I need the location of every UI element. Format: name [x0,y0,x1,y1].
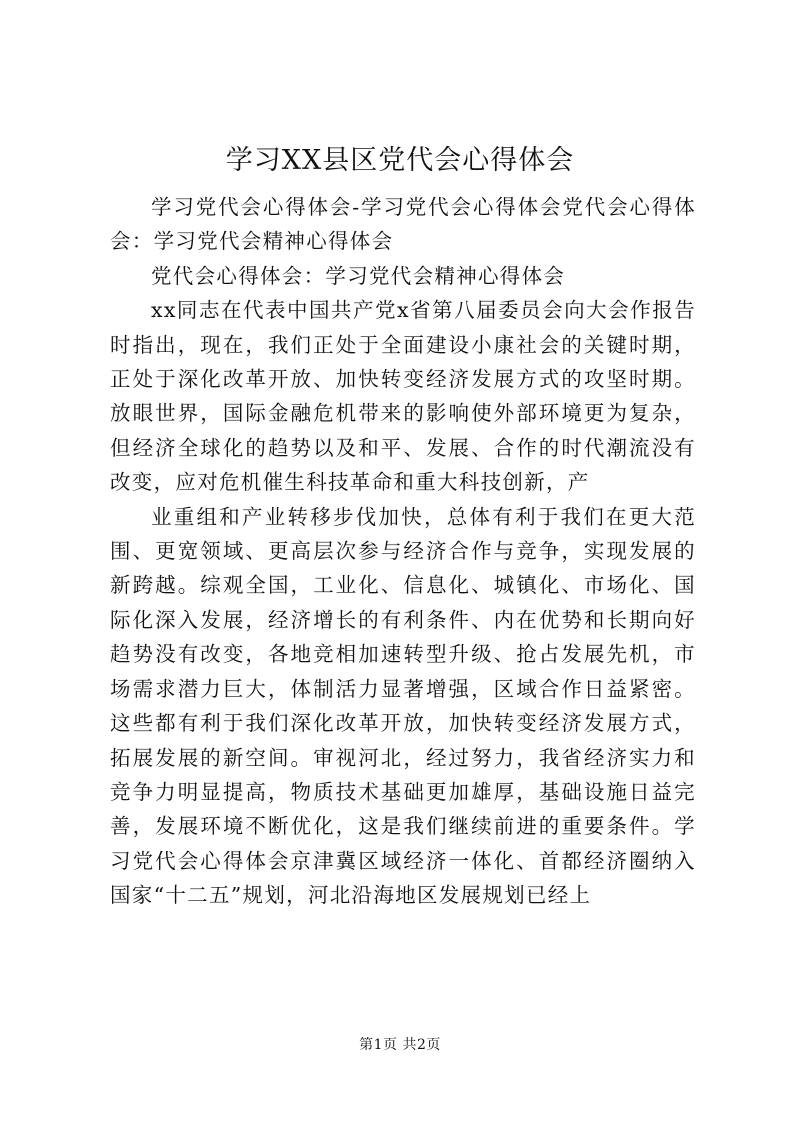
paragraph: 学习党代会心得体会-学习党代会心得体会党代会心得体会：学习党代会精神心得体会 [110,195,696,254]
paragraph: xx同志在代表中国共产党x省第八届委员会向大会作报告时指出，现在，我们正处于全面建设小康社会的关键时期，正处于深化改革开放、加快转变经济发展方式的攻坚时期。放眼世界，国际金融危机带来的影响使外部环境更为复杂，但经济全球化的趋势以及和平、发展、合作的时代潮流没有改变，应对危机催生科技革命和重大科技创新，产 [110,298,696,495]
paragraph: 业重组和产业转移步伐加快，总体有利于我们在更大范围、更宽领域、更高层次参与经济合作与竞争，实现发展的新跨越。综观全国，工业化、信息化、城镇化、市场化、国际化深入发展，经济增长的有利条件、内在优势和长期向好趋势没有改变，各地竞相加速转型升级、抢占发展先机，市场需求潜力巨大，体制活力显著增强，区域合作日益紧密。这些都有利于我们深化改革开放，加快转变经济发展方式，拓展发展的新空间。审视河北，经过努力，我省经济实力和竞争力明显提高，物质技术基础更加雄厚，基础设施日益完善，发展环境不断优化，这是我们继续前进的重要条件。学习党代会心得体会京津冀区域经济一体化、首都经济圈纳入国家“十二五”规划，河北沿海地区发展规划已经上 [110,504,696,908]
document-body [110,190,696,913]
page-footer: 第1页 共2页 [359,1037,441,1053]
document-title: 学习XX县区党代会心得体会 [225,145,575,176]
paragraph: 党代会心得体会：学习党代会精神心得体会 [151,263,566,288]
